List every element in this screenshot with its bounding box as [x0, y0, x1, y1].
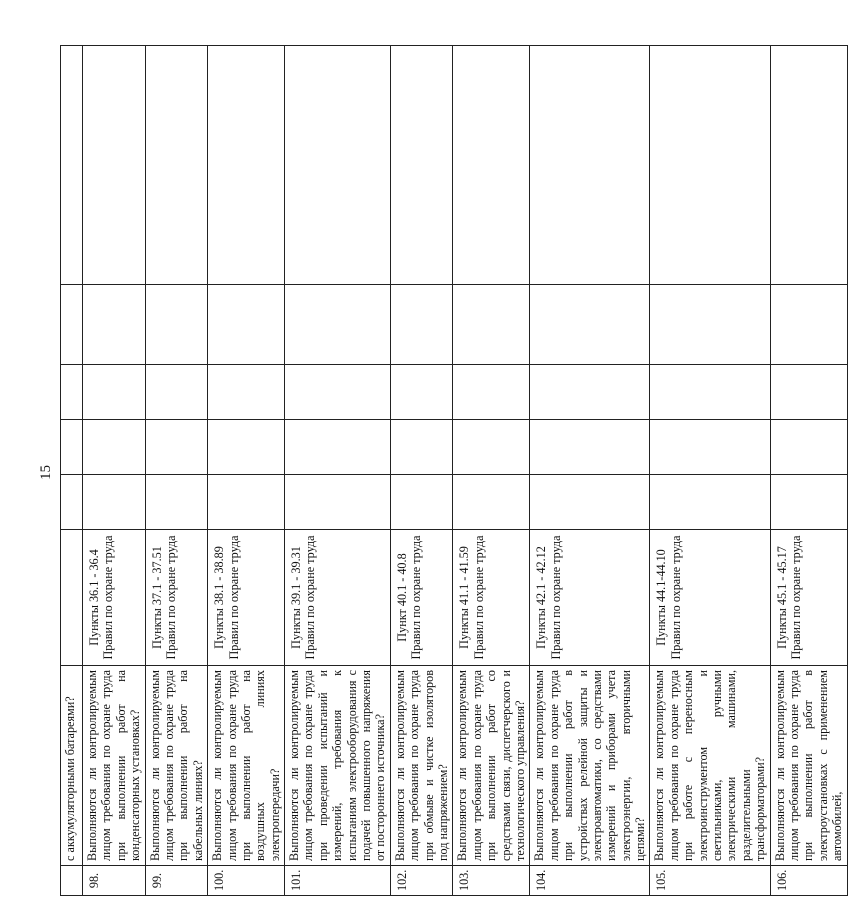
cell-answer-na	[145, 365, 208, 420]
cell-question: Выполняются ли контролируемым лицом требования по охране труда при выполнении работ на воздушных линиях электропередачи?	[208, 666, 285, 866]
cell-answer-no	[770, 420, 847, 475]
table-row-continuation	[61, 46, 83, 896]
cell-extra	[650, 46, 770, 285]
cell-number: 101.	[285, 866, 391, 896]
checklist-table	[60, 45, 848, 896]
cell-question: Выполняются ли контролируемым лицом требования по охране труда при обмыве и чистке изоляторов под напряжением?	[390, 666, 453, 866]
cell-answer-no	[390, 420, 453, 475]
cell-answer-no	[145, 420, 208, 475]
cell-answer-yes	[453, 475, 530, 530]
cell-note	[770, 285, 847, 365]
cell-note	[650, 285, 770, 365]
cell-extra	[208, 46, 285, 285]
cell-answer-na	[453, 365, 530, 420]
cell-answer-na	[650, 365, 770, 420]
cell-reference: Пункты 38.1 - 38.89 Правил по охране труда	[208, 530, 285, 666]
cell-answer-na	[83, 365, 146, 420]
cell-note	[453, 285, 530, 365]
cell-note	[145, 285, 208, 365]
table-row	[145, 46, 208, 896]
cell-answer-no	[453, 420, 530, 475]
cell-question: Выполняются ли контролируемым лицом требования по охране труда при выполнении работ в устройствах релейной защиты и электроавтоматики, со средствами измерений и приборами учета электроэнергии, вторичными цепями?	[530, 666, 650, 866]
cell-reference: Пункты 36.1 - 36.4 Правил по охране труда	[83, 530, 146, 666]
cell-answer-no	[61, 420, 83, 475]
cell-answer-yes	[390, 475, 453, 530]
cell-note	[530, 285, 650, 365]
table-row	[530, 46, 650, 896]
cell-answer-yes	[208, 475, 285, 530]
cell-extra	[453, 46, 530, 285]
cell-number: 100.	[208, 866, 285, 896]
cell-answer-na	[61, 365, 83, 420]
table-body	[61, 46, 848, 896]
cell-reference	[61, 530, 83, 666]
cell-question: Выполняются ли контролируемым лицом требования по охране труда при проведении испытаний и измерений, требования к испытаниям электрооборудования с подачей повышенного напряжения от постороннего источника?	[285, 666, 391, 866]
cell-extra	[285, 46, 391, 285]
cell-number: 98.	[83, 866, 146, 896]
cell-reference: Пункты 45.1 - 45.17 Правил по охране труда	[770, 530, 847, 666]
cell-answer-no	[530, 420, 650, 475]
cell-note	[83, 285, 146, 365]
cell-number: 99.	[145, 866, 208, 896]
cell-number	[61, 866, 83, 896]
cell-number: 106.	[770, 866, 847, 896]
cell-reference: Пункты 41.1 - 41.59 Правил по охране труда	[453, 530, 530, 666]
cell-number: 102.	[390, 866, 453, 896]
cell-answer-no	[83, 420, 146, 475]
table-row	[390, 46, 453, 896]
table-row	[650, 46, 770, 896]
cell-answer-yes	[145, 475, 208, 530]
cell-question: Выполняются ли контролируемым лицом требования по охране труда при работе с переносным электроинструментом и светильниками, ручными электрическими машинами, разделительными трансформаторами?	[650, 666, 770, 866]
cell-answer-no	[650, 420, 770, 475]
cell-answer-yes	[530, 475, 650, 530]
cell-note	[390, 285, 453, 365]
table-row	[285, 46, 391, 896]
cell-question: Выполняются ли контролируемым лицом требования по охране труда при выполнении работ на кабельных линиях?	[145, 666, 208, 866]
cell-answer-no	[285, 420, 391, 475]
cell-extra	[61, 46, 83, 285]
cell-answer-yes	[83, 475, 146, 530]
table-row	[453, 46, 530, 896]
cell-extra	[83, 46, 146, 285]
cell-question: Выполняются ли контролируемым лицом требования по охране труда при выполнении работ в электроустановках с применением автомобилей,	[770, 666, 847, 866]
table-row	[208, 46, 285, 896]
cell-question: Выполняются ли контролируемым лицом требования по охране труда при выполнении работ на конденсаторных установках?	[83, 666, 146, 866]
cell-note	[208, 285, 285, 365]
cell-extra	[145, 46, 208, 285]
cell-reference: Пункты 44.1-44.10 Правил по охране труда	[650, 530, 770, 666]
cell-answer-no	[208, 420, 285, 475]
cell-answer-na	[285, 365, 391, 420]
cell-number: 104.	[530, 866, 650, 896]
cell-question: с аккумуляторными батареями?	[61, 666, 83, 866]
table-row	[83, 46, 146, 896]
cell-answer-yes	[61, 475, 83, 530]
cell-answer-yes	[770, 475, 847, 530]
cell-extra	[390, 46, 453, 285]
cell-number: 103.	[453, 866, 530, 896]
cell-answer-na	[530, 365, 650, 420]
cell-number: 105.	[650, 866, 770, 896]
page-number: 15	[38, 465, 54, 480]
cell-note	[285, 285, 391, 365]
cell-reference: Пункты 42.1 - 42.12 Правил по охране труда	[530, 530, 650, 666]
cell-answer-yes	[285, 475, 391, 530]
table-row	[770, 46, 847, 896]
cell-extra	[770, 46, 847, 285]
cell-answer-na	[770, 365, 847, 420]
cell-reference: Пункты 37.1 - 37.51 Правил по охране труда	[145, 530, 208, 666]
cell-question: Выполняются ли контролируемым лицом требования по охране труда при выполнении работ со средствами связи, диспетчерского и технологического управления?	[453, 666, 530, 866]
cell-reference: Пункт 40.1 - 40.8 Правил по охране труда	[390, 530, 453, 666]
cell-extra	[530, 46, 650, 285]
cell-answer-yes	[650, 475, 770, 530]
cell-reference: Пункты 39.1 - 39.31 Правил по охране труда	[285, 530, 391, 666]
cell-answer-na	[390, 365, 453, 420]
cell-note	[61, 285, 83, 365]
cell-answer-na	[208, 365, 285, 420]
